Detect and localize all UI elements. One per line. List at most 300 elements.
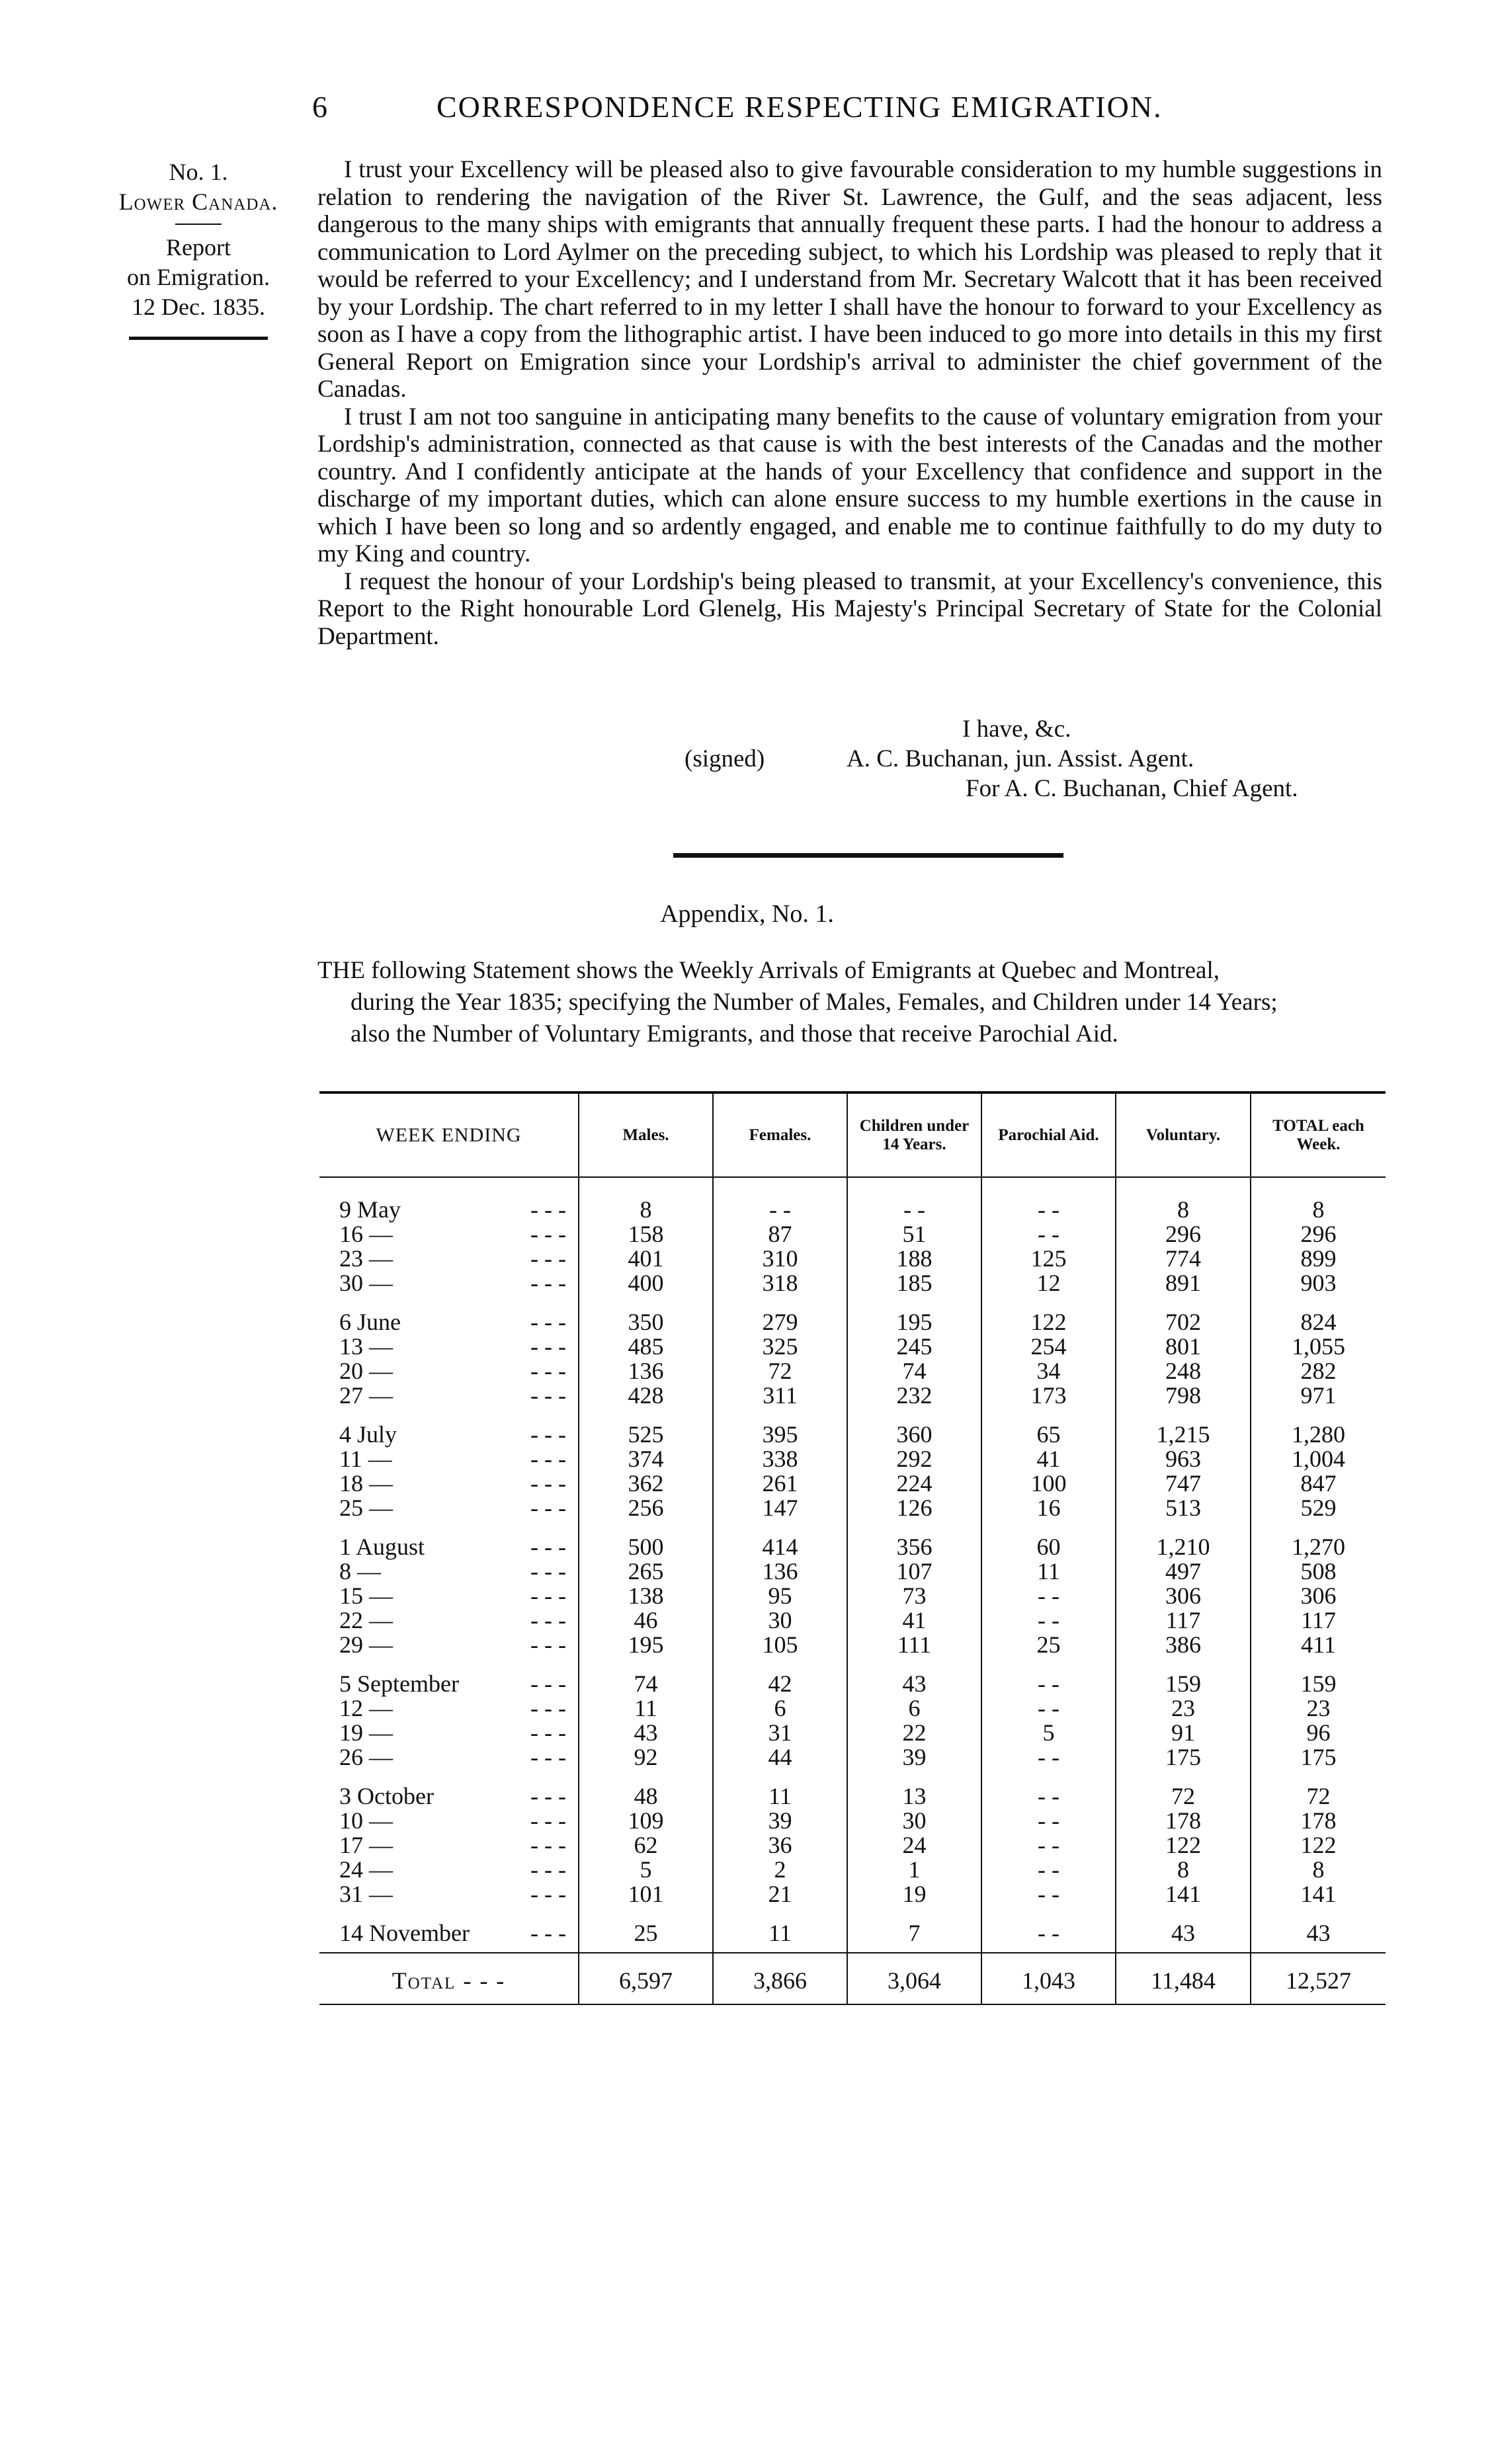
cell-total: 8 [1251, 1858, 1386, 1882]
cell-children: 126 [847, 1496, 981, 1520]
table-row [319, 1177, 1386, 1222]
table-row [319, 1271, 1386, 1295]
week-ending-cell [319, 1335, 579, 1359]
total-voluntary: 11,484 [1116, 1953, 1251, 2004]
cell-females: 44 [713, 1745, 847, 1770]
week-day: 6 [339, 1309, 351, 1335]
week-ending-cell [319, 1496, 579, 1520]
week-ending-cell [319, 1584, 579, 1608]
cell-children: 111 [847, 1633, 981, 1657]
week-month: — [369, 1807, 393, 1834]
table-row [319, 1745, 1386, 1770]
week-month: May [357, 1196, 401, 1223]
cell-children: 74 [847, 1359, 981, 1383]
cell-children: 73 [847, 1584, 981, 1608]
cell-parochial: 34 [981, 1359, 1116, 1383]
appendix-title: Appendix, No. 1. [660, 900, 834, 928]
week-day: 14 [339, 1920, 363, 1946]
cell-males: 158 [579, 1222, 713, 1247]
total-children: 3,064 [847, 1953, 981, 2004]
cell-voluntary: 306 [1116, 1584, 1251, 1608]
cell-females: 42 [713, 1657, 847, 1696]
cell-total: 117 [1251, 1608, 1386, 1633]
cell-males: 5 [579, 1858, 713, 1882]
leader-dots: - - - [530, 1807, 566, 1834]
week-day: 19 [339, 1719, 363, 1746]
week-month: August [356, 1534, 425, 1560]
cell-females: 261 [713, 1471, 847, 1496]
cell-children: 107 [847, 1559, 981, 1584]
cell-voluntary: 513 [1116, 1496, 1251, 1520]
week-ending-cell [319, 1295, 579, 1335]
cell-males: 11 [579, 1696, 713, 1721]
arrivals-table [319, 1091, 1386, 2005]
leader-dots: - - - [530, 1495, 566, 1521]
cell-total: 141 [1251, 1882, 1386, 1907]
cell-parochial: - - [981, 1882, 1116, 1907]
total-total: 12,527 [1251, 1953, 1386, 2004]
week-day: 22 [339, 1607, 363, 1633]
cell-children: 356 [847, 1520, 981, 1559]
cell-parochial: 122 [981, 1295, 1116, 1335]
leader-dots: - - - [530, 1421, 566, 1448]
week-ending-cell [319, 1696, 579, 1721]
cell-parochial: - - [981, 1584, 1116, 1608]
cell-voluntary: 72 [1116, 1770, 1251, 1809]
cell-parochial: - - [981, 1222, 1116, 1247]
week-ending-cell [319, 1770, 579, 1809]
week-day: 26 [339, 1744, 363, 1770]
cell-total: 175 [1251, 1745, 1386, 1770]
week-ending-cell [319, 1408, 579, 1447]
cell-children: 39 [847, 1745, 981, 1770]
leader-dots: - - - [530, 1221, 566, 1247]
paragraph-2: I trust I am not too sanguine in anticipating many benefits to the cause of voluntary emigration from your Lordship's administration, connected as that cause is with the best interests of the Canadas and the mother country. And I confidently anticipate at the hands of your Excellency that confidence and support in the discharge of my important duties, which can alone ensure success to my humble exertions in the cause in which I have been so long and so ardently engaged, and enable me to continue faithfully to do my duty to my King and country. [317, 403, 1382, 567]
cell-total: 971 [1251, 1383, 1386, 1408]
leader-dots: - - - [530, 1470, 566, 1497]
cell-females: 95 [713, 1584, 847, 1608]
week-day: 17 [339, 1832, 363, 1858]
leader-dots: - - - [530, 1695, 566, 1721]
cell-total: 178 [1251, 1809, 1386, 1833]
cell-males: 25 [579, 1907, 713, 1946]
week-ending-cell [319, 1447, 579, 1471]
cell-total: 43 [1251, 1907, 1386, 1946]
cell-females: 105 [713, 1633, 847, 1657]
cell-children: 360 [847, 1408, 981, 1447]
col-voluntary: Voluntary. [1116, 1092, 1251, 1177]
page-header [0, 89, 1494, 129]
total-males: 6,597 [579, 1953, 713, 2004]
table-row [319, 1447, 1386, 1471]
week-month: — [369, 1470, 393, 1497]
cell-voluntary: 23 [1116, 1696, 1251, 1721]
week-month: — [369, 1270, 393, 1296]
cell-total: 899 [1251, 1247, 1386, 1271]
cell-children: 51 [847, 1222, 981, 1247]
cell-males: 136 [579, 1359, 713, 1383]
cell-females: 6 [713, 1696, 847, 1721]
week-ending-cell [319, 1559, 579, 1584]
table-row [319, 1559, 1386, 1584]
week-ending-cell [319, 1745, 579, 1770]
week-ending-cell [319, 1383, 579, 1408]
cell-voluntary: 175 [1116, 1745, 1251, 1770]
cell-children: 245 [847, 1335, 981, 1359]
week-ending-cell [319, 1882, 579, 1907]
leader-dots: - - - [530, 1783, 566, 1809]
cell-females: 414 [713, 1520, 847, 1559]
table-row [319, 1721, 1386, 1745]
cell-parochial: 60 [981, 1520, 1116, 1559]
cell-voluntary: 891 [1116, 1271, 1251, 1295]
cell-voluntary: 8 [1116, 1177, 1251, 1222]
table-row [319, 1247, 1386, 1271]
week-ending-cell [319, 1858, 579, 1882]
table-header-row [319, 1092, 1386, 1177]
table-row [319, 1696, 1386, 1721]
cell-parochial: - - [981, 1696, 1116, 1721]
table-row [319, 1633, 1386, 1657]
total-label: Total - - - [319, 1953, 579, 2004]
week-day: 20 [339, 1358, 363, 1384]
col-females: Females. [713, 1092, 847, 1177]
cell-females: 11 [713, 1770, 847, 1809]
week-month: — [369, 1631, 393, 1658]
week-day: 30 [339, 1270, 363, 1296]
cell-voluntary: 91 [1116, 1721, 1251, 1745]
week-ending-cell [319, 1271, 579, 1295]
cell-children: 292 [847, 1447, 981, 1471]
letter-closing [317, 714, 1382, 803]
week-ending-cell [319, 1809, 579, 1833]
cell-children: 41 [847, 1608, 981, 1633]
cell-females: 72 [713, 1359, 847, 1383]
cell-voluntary: 774 [1116, 1247, 1251, 1271]
week-ending-cell [319, 1520, 579, 1559]
week-month: — [369, 1245, 393, 1272]
cell-children: 188 [847, 1247, 981, 1271]
cell-males: 265 [579, 1559, 713, 1584]
margin-note-rule-bottom [129, 337, 268, 340]
cell-children: 185 [847, 1271, 981, 1295]
paragraph-1: I trust your Excellency will be pleased also to give favourable consideration to my humble suggestions in relation to rendering the navigation of the River St. Lawrence, the Gulf, and the seas adjacent, less dangerous to the many ships with emigrants that annually frequent these parts. I had the honour to address a communication to Lord Aylmer on the preceding subject, to which his Lordship was pleased to reply that it would be referred to your Excellency; and I understand from Mr. Secretary Walcott that it has been received by your Lordship. The chart referred to in my letter I shall have the honour to forward to your Excellency as soon as I have a copy from the lithographic artist. I have been induced to go more into details in this my first General Report on Emigration since your Lordship's arrival to administer the chief government of the Canadas. [317, 156, 1382, 403]
cell-total: 159 [1251, 1657, 1386, 1696]
page-number: 6 [312, 90, 327, 124]
cell-voluntary: 248 [1116, 1359, 1251, 1383]
week-month: — [369, 1695, 393, 1721]
closing-salutation: I have, &c. [962, 716, 1071, 743]
week-month: — [369, 1221, 393, 1247]
table-row [319, 1858, 1386, 1882]
leader-dots: - - - [530, 1744, 566, 1770]
cell-parochial: - - [981, 1177, 1116, 1222]
week-day: 1 [339, 1534, 351, 1560]
cell-total: 296 [1251, 1222, 1386, 1247]
cell-males: 92 [579, 1745, 713, 1770]
week-month: September [357, 1670, 459, 1697]
cell-males: 74 [579, 1657, 713, 1696]
signed-label: (signed) [685, 745, 765, 772]
table-row [319, 1335, 1386, 1359]
margin-note-rule [175, 224, 222, 225]
col-parochial: Parochial Aid. [981, 1092, 1116, 1177]
week-day: 9 [339, 1196, 351, 1223]
running-title: CORRESPONDENCE RESPECTING EMIGRATION. [436, 90, 1163, 124]
week-ending-cell [319, 1177, 579, 1222]
cell-total: 824 [1251, 1295, 1386, 1335]
cell-total: 96 [1251, 1721, 1386, 1745]
cell-children: 24 [847, 1833, 981, 1858]
cell-total: 508 [1251, 1559, 1386, 1584]
col-week-ending: WEEK ENDING [319, 1092, 579, 1177]
leader-dots: - - - [530, 1856, 566, 1883]
col-total: TOTAL each Week. [1251, 1092, 1386, 1177]
leader-dots: - - - [530, 1270, 566, 1296]
week-month: — [368, 1446, 392, 1472]
cell-children: 1 [847, 1858, 981, 1882]
leader-dots: - - - [530, 1196, 566, 1223]
statement-line-1: THE following Statement shows the Weekly Arrivals of Emigrants at Quebec and Montreal, [317, 957, 1220, 984]
cell-parochial: 12 [981, 1271, 1116, 1295]
cell-females: 30 [713, 1608, 847, 1633]
week-day: 11 [339, 1446, 362, 1472]
week-month: — [369, 1856, 393, 1883]
leader-dots: - - - [530, 1832, 566, 1858]
cell-males: 401 [579, 1247, 713, 1271]
cell-males: 48 [579, 1770, 713, 1809]
paragraph-3: I request the honour of your Lordship's being pleased to transmit, at your Excellency's convenience, this Report to the Right honourable Lord Glenelg, His Majesty's Principal Secretary of State for the Colonial Department. [317, 567, 1382, 650]
cell-females: 31 [713, 1721, 847, 1745]
week-day: 8 [339, 1558, 351, 1584]
cell-females: 21 [713, 1882, 847, 1907]
table-row [319, 1584, 1386, 1608]
leader-dots: - - - [530, 1333, 566, 1360]
cell-voluntary: 1,210 [1116, 1520, 1251, 1559]
cell-voluntary: 497 [1116, 1559, 1251, 1584]
leader-dots: - - - [530, 1245, 566, 1272]
table-row [319, 1496, 1386, 1520]
week-day: 18 [339, 1470, 363, 1497]
week-ending-cell [319, 1721, 579, 1745]
week-day: 16 [339, 1221, 363, 1247]
col-children: Children under 14 Years. [847, 1092, 981, 1177]
cell-parochial: 173 [981, 1383, 1116, 1408]
cell-males: 195 [579, 1633, 713, 1657]
cell-parochial: 254 [981, 1335, 1116, 1359]
cell-children: 13 [847, 1770, 981, 1809]
cell-parochial: 125 [981, 1247, 1116, 1271]
week-month: — [369, 1382, 393, 1409]
cell-males: 62 [579, 1833, 713, 1858]
cell-females: 2 [713, 1858, 847, 1882]
cell-children: 19 [847, 1882, 981, 1907]
margin-note-label-1: Report [166, 234, 231, 261]
cell-males: 43 [579, 1721, 713, 1745]
cell-parochial: - - [981, 1770, 1116, 1809]
week-month: July [357, 1421, 397, 1448]
cell-females: 11 [713, 1907, 847, 1946]
week-ending-cell [319, 1608, 579, 1633]
week-day: 31 [339, 1881, 363, 1907]
table-row [319, 1222, 1386, 1247]
total-females: 3,866 [713, 1953, 847, 2004]
week-ending-cell [319, 1359, 579, 1383]
leader-dots: - - - [530, 1920, 566, 1946]
leader-dots: - - - [530, 1382, 566, 1409]
cell-females: 279 [713, 1295, 847, 1335]
week-ending-cell [319, 1657, 579, 1696]
table-row [319, 1608, 1386, 1633]
cell-parochial: - - [981, 1657, 1116, 1696]
table-row [319, 1907, 1386, 1946]
margin-note-region: Lower Canada. [118, 188, 278, 215]
cell-voluntary: 386 [1116, 1633, 1251, 1657]
table-row [319, 1408, 1386, 1447]
week-day: 15 [339, 1582, 363, 1609]
cell-females: 395 [713, 1408, 847, 1447]
total-row [319, 1953, 1386, 2004]
letter-body [317, 156, 1382, 650]
leader-dots: - - - [530, 1358, 566, 1384]
margin-note-label-2: on Emigration. [127, 264, 270, 290]
cell-voluntary: 801 [1116, 1335, 1251, 1359]
cell-voluntary: 1,215 [1116, 1408, 1251, 1447]
cell-parochial: - - [981, 1907, 1116, 1946]
cell-parochial: 5 [981, 1721, 1116, 1745]
margin-note-date: 12 Dec. 1835. [132, 294, 265, 320]
table-row [319, 1520, 1386, 1559]
week-month: — [369, 1832, 393, 1858]
leader-dots: - - - [530, 1670, 566, 1697]
cell-males: 8 [579, 1177, 713, 1222]
table-row [319, 1657, 1386, 1696]
total-parochial: 1,043 [981, 1953, 1116, 2004]
cell-parochial: - - [981, 1809, 1116, 1833]
cell-parochial: - - [981, 1745, 1116, 1770]
cell-children: 30 [847, 1809, 981, 1833]
cell-males: 109 [579, 1809, 713, 1833]
leader-dots: - - - [530, 1309, 566, 1335]
cell-voluntary: 122 [1116, 1833, 1251, 1858]
week-ending-cell [319, 1633, 579, 1657]
leader-dots: - - - [530, 1534, 566, 1560]
week-month: — [369, 1358, 393, 1384]
cell-parochial: - - [981, 1833, 1116, 1858]
cell-voluntary: 963 [1116, 1447, 1251, 1471]
cell-parochial: 65 [981, 1408, 1116, 1447]
section-divider [673, 853, 1063, 858]
table-row [319, 1383, 1386, 1408]
cell-total: 306 [1251, 1584, 1386, 1608]
table-row [319, 1471, 1386, 1496]
table-row [319, 1833, 1386, 1858]
table-row [319, 1359, 1386, 1383]
week-month: — [369, 1607, 393, 1633]
week-ending-cell [319, 1833, 579, 1858]
cell-males: 350 [579, 1295, 713, 1335]
cell-males: 256 [579, 1496, 713, 1520]
week-day: 12 [339, 1695, 363, 1721]
week-day: 29 [339, 1631, 363, 1658]
cell-parochial: 25 [981, 1633, 1116, 1657]
cell-total: 72 [1251, 1770, 1386, 1809]
cell-females: 39 [713, 1809, 847, 1833]
cell-males: 101 [579, 1882, 713, 1907]
cell-children: 195 [847, 1295, 981, 1335]
cell-males: 428 [579, 1383, 713, 1408]
cell-males: 138 [579, 1584, 713, 1608]
cell-voluntary: 141 [1116, 1882, 1251, 1907]
week-ending-cell [319, 1222, 579, 1247]
cell-parochial: 16 [981, 1496, 1116, 1520]
week-ending-cell [319, 1907, 579, 1946]
week-month: — [369, 1881, 393, 1907]
cell-males: 46 [579, 1608, 713, 1633]
cell-total: 23 [1251, 1696, 1386, 1721]
table-row [319, 1809, 1386, 1833]
cell-total: 1,004 [1251, 1447, 1386, 1471]
week-day: 23 [339, 1245, 363, 1272]
leader-dots: - - - [530, 1558, 566, 1584]
cell-females: - - [713, 1177, 847, 1222]
table-row [319, 1295, 1386, 1335]
week-day: 5 [339, 1670, 351, 1697]
week-month: November [369, 1920, 470, 1946]
cell-females: 310 [713, 1247, 847, 1271]
week-ending-cell [319, 1247, 579, 1271]
cell-parochial: 11 [981, 1559, 1116, 1584]
statement-line-3: also the Number of Voluntary Emigrants, and those that receive Parochial Aid. [351, 1020, 1118, 1047]
margin-note-number: No. 1. [169, 159, 228, 185]
week-month: — [369, 1582, 393, 1609]
cell-children: 7 [847, 1907, 981, 1946]
col-males: Males. [579, 1092, 713, 1177]
week-day: 3 [339, 1783, 351, 1809]
cell-voluntary: 702 [1116, 1295, 1251, 1335]
cell-females: 311 [713, 1383, 847, 1408]
cell-voluntary: 178 [1116, 1809, 1251, 1833]
margin-note [99, 157, 298, 340]
cell-children: 224 [847, 1471, 981, 1496]
table-body [319, 1177, 1386, 2004]
week-day: 13 [339, 1333, 363, 1360]
table-row [319, 1882, 1386, 1907]
leader-dots: - - - [530, 1719, 566, 1746]
cell-males: 500 [579, 1520, 713, 1559]
cell-parochial: 41 [981, 1447, 1116, 1471]
week-month: — [369, 1744, 393, 1770]
week-month: October [357, 1783, 434, 1809]
leader-dots: - - - [530, 1881, 566, 1907]
week-day: 10 [339, 1807, 363, 1834]
cell-females: 318 [713, 1271, 847, 1295]
cell-total: 847 [1251, 1471, 1386, 1496]
cell-parochial: - - [981, 1608, 1116, 1633]
week-month: — [369, 1495, 393, 1521]
cell-children: 232 [847, 1383, 981, 1408]
cell-males: 525 [579, 1408, 713, 1447]
cell-parochial: 100 [981, 1471, 1116, 1496]
cell-children: 43 [847, 1657, 981, 1696]
cell-total: 529 [1251, 1496, 1386, 1520]
cell-females: 136 [713, 1559, 847, 1584]
week-month: — [357, 1558, 381, 1584]
cell-total: 122 [1251, 1833, 1386, 1858]
week-day: 27 [339, 1382, 363, 1409]
week-month: June [357, 1309, 401, 1335]
cell-parochial: - - [981, 1858, 1116, 1882]
